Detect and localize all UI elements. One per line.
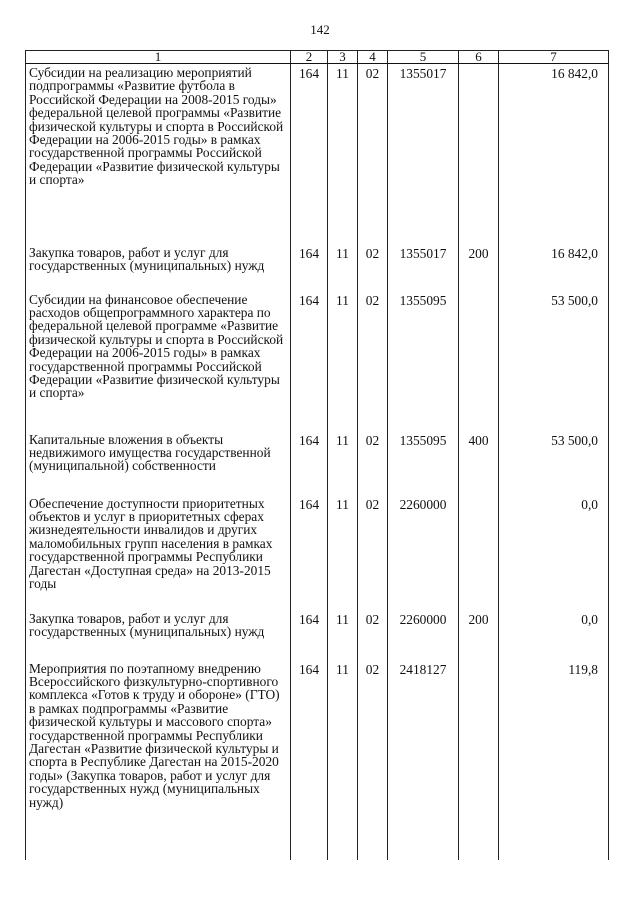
row-code-5: 1355095 — [388, 291, 459, 431]
row-description: Закупка товаров, работ и услуг для государственных (муниципальных) нужд — [26, 610, 291, 660]
row-code-5: 2260000 — [388, 610, 459, 660]
column-header-7: 7 — [499, 51, 609, 64]
column-header-3: 3 — [328, 51, 358, 64]
row-description: Закупка товаров, работ и услуг для государственных (муниципальных) нужд — [26, 244, 291, 291]
row-code-5: 1355017 — [388, 64, 459, 244]
row-code-5: 1355095 — [388, 431, 459, 495]
table-row — [26, 431, 609, 495]
row-description: Субсидии на финансовое обеспечение расходов общепрограммного характера по федеральной целевой программе «Развитие физической культуры и спорта в Российской Федерации на 2006-2015 годы» в рамках государственной программы Российской Федерации «Развитие физической культуры и спорта» — [26, 291, 291, 431]
row-code-2: 164 — [291, 244, 328, 291]
row-code-2: 164 — [291, 431, 328, 495]
row-code-4: 02 — [358, 495, 388, 610]
table-header-row — [26, 51, 609, 64]
row-amount: 119,8 — [499, 660, 609, 860]
row-code-2: 164 — [291, 291, 328, 431]
row-code-3: 11 — [328, 610, 358, 660]
row-amount: 16 842,0 — [499, 64, 609, 244]
row-amount: 16 842,0 — [499, 244, 609, 291]
row-code-4: 02 — [358, 660, 388, 860]
row-amount: 0,0 — [499, 495, 609, 610]
row-code-3: 11 — [328, 660, 358, 860]
column-header-6: 6 — [459, 51, 499, 64]
row-description: Субсидии на реализацию мероприятий подпрограммы «Развитие футбола в Российской Федерации на 2008-2015 годы» федеральной целевой программы «Развитие физической культуры и спорта в Российской Федерации на 2006-2015 годы» в рамках государственной программы Российской Федерации «Развитие физической культуры и спорта» — [26, 64, 291, 244]
row-code-2: 164 — [291, 64, 328, 244]
row-code-3: 11 — [328, 244, 358, 291]
table-row — [26, 495, 609, 610]
row-code-6 — [459, 495, 499, 610]
row-code-4: 02 — [358, 64, 388, 244]
table-row — [26, 291, 609, 431]
row-amount: 53 500,0 — [499, 291, 609, 431]
row-code-2: 164 — [291, 660, 328, 860]
row-code-5: 1355017 — [388, 244, 459, 291]
row-code-6: 200 — [459, 244, 499, 291]
page-number: 142 — [310, 22, 330, 37]
row-amount: 0,0 — [499, 610, 609, 660]
row-amount: 53 500,0 — [499, 431, 609, 495]
row-code-6: 200 — [459, 610, 499, 660]
column-header-1: 1 — [26, 51, 291, 64]
column-header-5: 5 — [388, 51, 459, 64]
column-header-4: 4 — [358, 51, 388, 64]
row-code-4: 02 — [358, 610, 388, 660]
table-row — [26, 244, 609, 291]
row-code-4: 02 — [358, 244, 388, 291]
row-code-4: 02 — [358, 291, 388, 431]
row-description: Обеспечение доступности приоритетных объектов и услуг в приоритетных сферах жизнедеятельности инвалидов и других маломобильных групп населения в рамках государственной программы Республики Дагестан «Доступная среда» на 2013-2015 годы — [26, 495, 291, 610]
row-code-6 — [459, 291, 499, 431]
row-code-6 — [459, 660, 499, 860]
table-row — [26, 64, 609, 244]
row-code-2: 164 — [291, 495, 328, 610]
row-code-3: 11 — [328, 431, 358, 495]
row-code-2: 164 — [291, 610, 328, 660]
row-code-5: 2260000 — [388, 495, 459, 610]
row-description: Мероприятия по поэтапному внедрению Всероссийского физкультурно-спортивного комплекса «Готов к труду и обороне» (ГТО) в рамках подпрограммы «Развитие физической культуры и массового спорта» государственной программы Республики Дагестан «Развитие физической культуры и спорта в Республике Дагестан на 2015-2020 годы» (Закупка товаров, работ и услуг для государственных нужд (муниципальных нужд) — [26, 660, 291, 860]
row-code-3: 11 — [328, 291, 358, 431]
table-row — [26, 610, 609, 660]
row-code-4: 02 — [358, 431, 388, 495]
budget-table — [25, 50, 609, 860]
row-code-3: 11 — [328, 64, 358, 244]
column-header-2: 2 — [291, 51, 328, 64]
row-code-6: 400 — [459, 431, 499, 495]
table-row — [26, 660, 609, 860]
row-code-3: 11 — [328, 495, 358, 610]
row-code-6 — [459, 64, 499, 244]
row-description: Капитальные вложения в объекты недвижимого имущества государственной (муниципальной) собственности — [26, 431, 291, 495]
row-code-5: 2418127 — [388, 660, 459, 860]
